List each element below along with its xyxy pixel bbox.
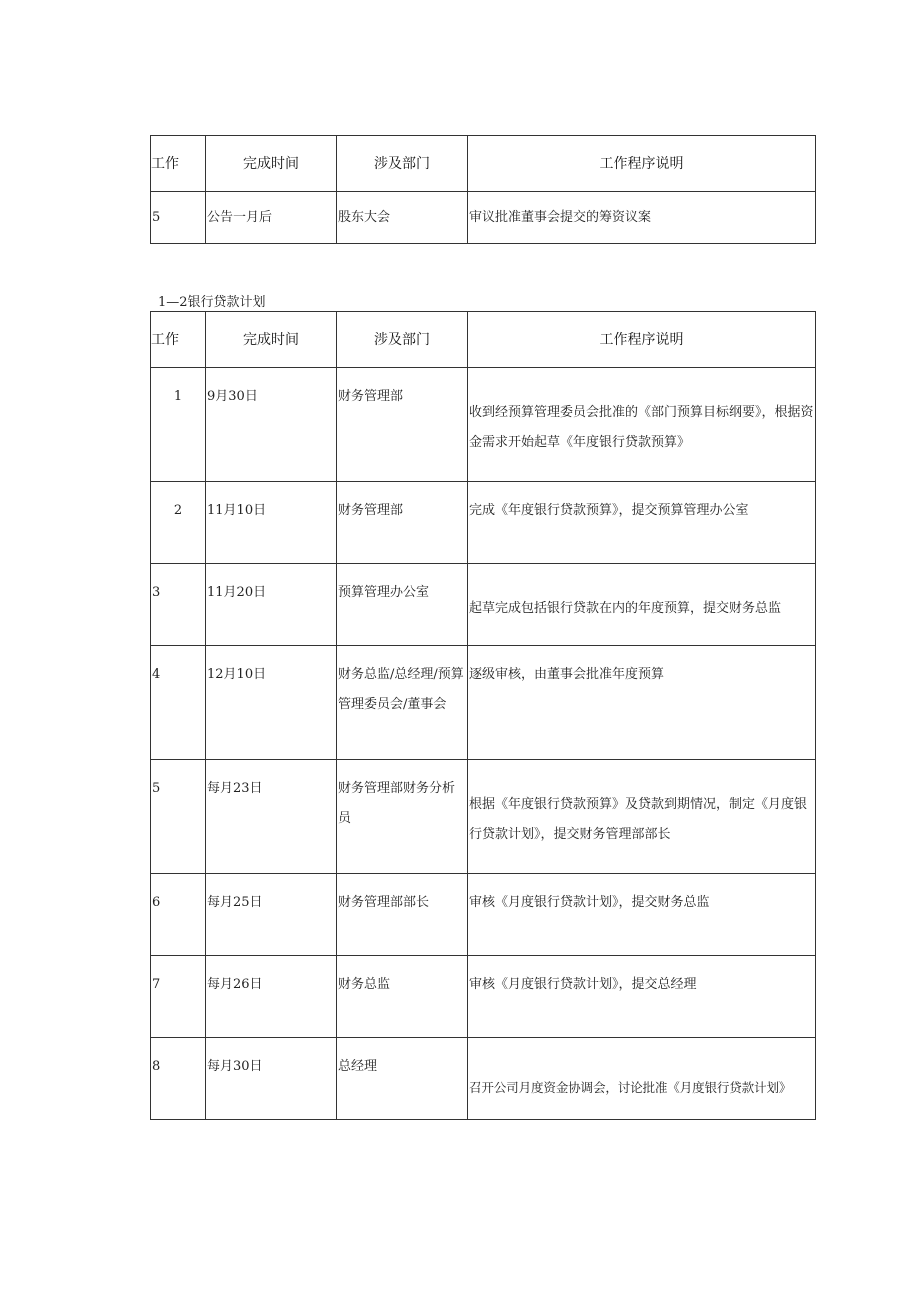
completion-time: 11月10日	[207, 503, 267, 518]
header-dept: 涉及部门	[337, 312, 468, 368]
department: 预算管理办公室	[338, 585, 430, 600]
completion-time: 每月23日	[207, 781, 263, 796]
table-row	[151, 1038, 816, 1120]
step-number: 5	[152, 781, 161, 796]
table-header-row	[151, 136, 816, 192]
procedure-description: 根据《年度银行贷款预算》及贷款到期情况，制定《月度银行贷款计划》，提交财务管理部部长	[469, 797, 808, 842]
table-row	[151, 874, 816, 956]
fundraising-table	[150, 135, 816, 244]
step-number: 2	[173, 503, 183, 518]
completion-time: 每月25日	[207, 895, 263, 910]
completion-time: 12月10日	[207, 667, 267, 682]
completion-time: 每月26日	[207, 977, 263, 992]
header-dept: 涉及部门	[337, 136, 468, 192]
header-step: 工作	[151, 136, 206, 192]
table-row	[151, 192, 816, 244]
header-time: 完成时间	[206, 136, 337, 192]
header-desc: 工作程序说明	[468, 312, 816, 368]
table-header-row	[151, 312, 816, 368]
table-row	[151, 368, 816, 482]
department: 财务总监	[338, 977, 391, 992]
table-row	[151, 760, 816, 874]
completion-time: 9月30日	[207, 389, 258, 404]
table-row	[151, 482, 816, 564]
procedure-description: 收到经预算管理委员会批准的《部门预算目标纲要》，根据资金需求开始起草《年度银行贷款预算》	[469, 405, 814, 450]
table-row	[151, 564, 816, 646]
procedure-description: 审议批准董事会提交的筹资议案	[469, 209, 652, 225]
step-number: 5	[152, 209, 161, 225]
section-title: 1—2银行贷款计划	[158, 295, 266, 310]
department: 总经理	[338, 1059, 378, 1074]
header-step: 工作	[151, 312, 206, 368]
department: 财务总监/总经理/预算管理委员会/董事会	[338, 667, 464, 712]
procedure-description: 审核《月度银行贷款计划》，提交总经理	[469, 977, 697, 992]
completion-time: 每月30日	[207, 1059, 263, 1074]
step-number: 3	[152, 585, 161, 600]
table-row	[151, 646, 816, 760]
procedure-description: 召开公司月度资金协调会，讨论批准《月度银行贷款计划》	[469, 1080, 792, 1095]
procedure-description: 完成《年度银行贷款预算》，提交预算管理办公室	[469, 503, 749, 518]
completion-time: 11月20日	[207, 585, 267, 600]
step-number: 4	[152, 667, 161, 682]
department: 财务管理部	[338, 389, 404, 404]
step-number: 6	[152, 895, 161, 910]
department: 财务管理部财务分析员	[338, 781, 456, 826]
department: 股东大会	[338, 209, 391, 225]
completion-time: 公告一月后	[207, 209, 273, 225]
step-number: 7	[152, 977, 161, 992]
header-desc: 工作程序说明	[468, 136, 816, 192]
table-row	[151, 956, 816, 1038]
department: 财务管理部部长	[338, 895, 430, 910]
procedure-description: 逐级审核，由董事会批准年度预算	[469, 667, 665, 682]
step-number: 1	[173, 389, 183, 404]
procedure-description: 审核《月度银行贷款计划》，提交财务总监	[469, 895, 710, 910]
procedure-description: 起草完成包括银行贷款在内的年度预算，提交财务总监	[469, 601, 782, 616]
step-number: 8	[152, 1059, 161, 1074]
department: 财务管理部	[338, 503, 404, 518]
bank-loan-plan-table	[150, 311, 816, 1120]
header-time: 完成时间	[206, 312, 337, 368]
